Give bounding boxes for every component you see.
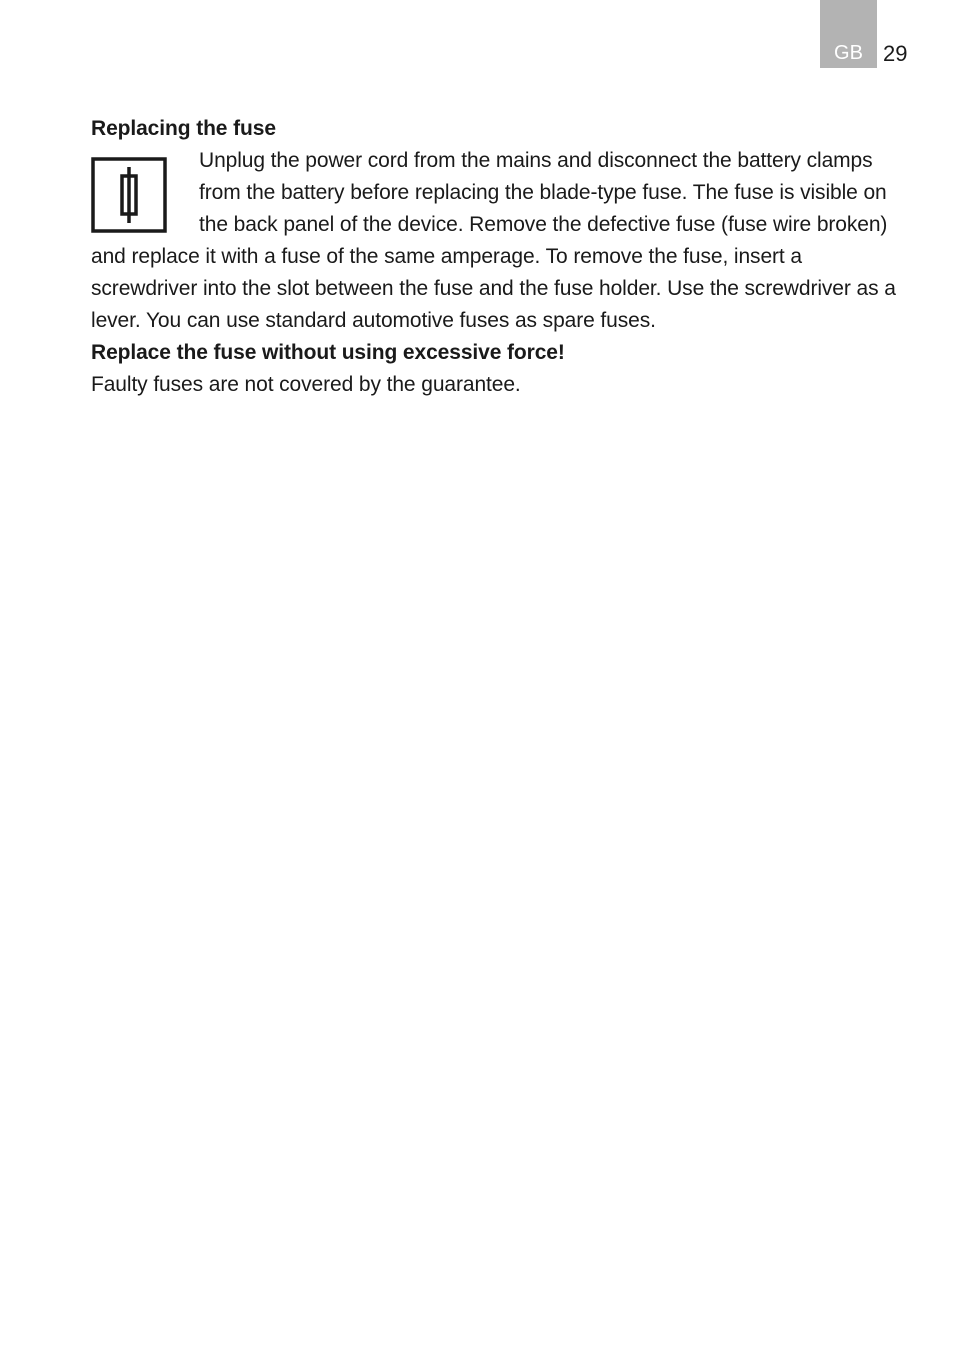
language-label: GB: [834, 42, 863, 64]
language-tab: [820, 0, 877, 68]
section-heading: Replacing the fuse: [91, 117, 276, 140]
instructions-text: Unplug the power cord from the mains and disconnect the battery clamps from the battery before replacing the blade-type fuse. The fuse is visible on the back panel of the device. Remove the defective fuse (fuse wire broken) and replace it with a fuse of the same amperage. To remove the fuse, insert a screwdriver into the slot between the fuse and the fuse holder. Use the screwdriver as a lever. You can use standard automotive fuses as spare fuses.: [91, 149, 896, 332]
fuse-section: [91, 113, 909, 401]
guarantee-note: Faulty fuses are not covered by the guarantee.: [91, 373, 521, 396]
warning-text: Replace the fuse without using excessive force!: [91, 341, 565, 364]
fuse-icon: [91, 157, 167, 233]
page-number: 29: [883, 41, 908, 66]
